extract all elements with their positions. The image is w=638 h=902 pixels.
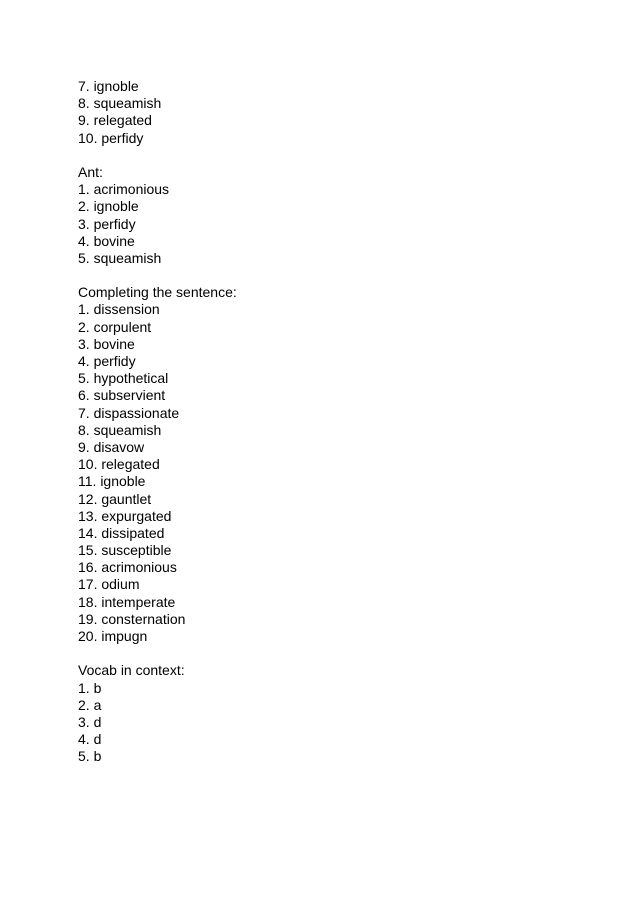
document-page: [78, 78, 598, 766]
vocab-in-context-section: [78, 662, 598, 765]
answer-item: 5. hypothetical: [78, 370, 169, 387]
answer-item: 15. susceptible: [78, 542, 172, 559]
answer-item: 10. relegated: [78, 456, 160, 473]
answer-item: 11. ignoble: [78, 473, 146, 490]
section-heading: Completing the sentence:: [78, 284, 237, 301]
answer-item: 8. squeamish: [78, 421, 162, 438]
section-heading: Vocab in context:: [78, 662, 185, 679]
answer-item: 7. ignoble: [78, 78, 139, 94]
answer-item: 4. d: [78, 731, 102, 748]
answer-item: 20. impugn: [78, 628, 148, 644]
answer-item: 1. b: [78, 679, 102, 696]
answer-item: 8. squeamish: [78, 95, 162, 112]
answer-item: 7. dispassionate: [78, 404, 180, 421]
answer-item: 5. squeamish: [78, 249, 162, 266]
antonyms-section: [78, 164, 598, 267]
answer-item: 3. d: [78, 713, 102, 730]
answer-item: 1. acrimonious: [78, 181, 170, 198]
answer-list-continued: [78, 78, 598, 147]
answer-item: 4. perfidy: [78, 353, 136, 369]
answer-item: 2. corpulent: [78, 318, 152, 335]
answer-item: 1. dissension: [78, 301, 160, 318]
answer-item: 9. disavow: [78, 438, 145, 455]
answer-item: 3. bovine: [78, 335, 135, 352]
answer-item: 10. perfidy: [78, 129, 144, 146]
section-heading: Ant:: [78, 163, 103, 180]
answer-item: 19. consternation: [78, 610, 186, 627]
answer-item: 9. relegated: [78, 112, 152, 129]
answer-item: 5. b: [78, 748, 102, 765]
answer-item: 13. expurgated: [78, 507, 172, 524]
completing-sentence-section: [78, 284, 598, 645]
answer-item: 4. bovine: [78, 232, 135, 249]
answer-item: 6. subservient: [78, 387, 166, 404]
answer-item: 2. a: [78, 696, 102, 713]
answer-item: 16. acrimonious: [78, 559, 177, 576]
answer-item: 14. dissipated: [78, 524, 165, 541]
answer-item: 18. intemperate: [78, 593, 176, 610]
answer-item: 3. perfidy: [78, 215, 136, 232]
answer-item: 2. ignoble: [78, 198, 139, 215]
answer-item: 12. gauntlet: [78, 490, 152, 507]
answer-item: 17. odium: [78, 576, 140, 593]
